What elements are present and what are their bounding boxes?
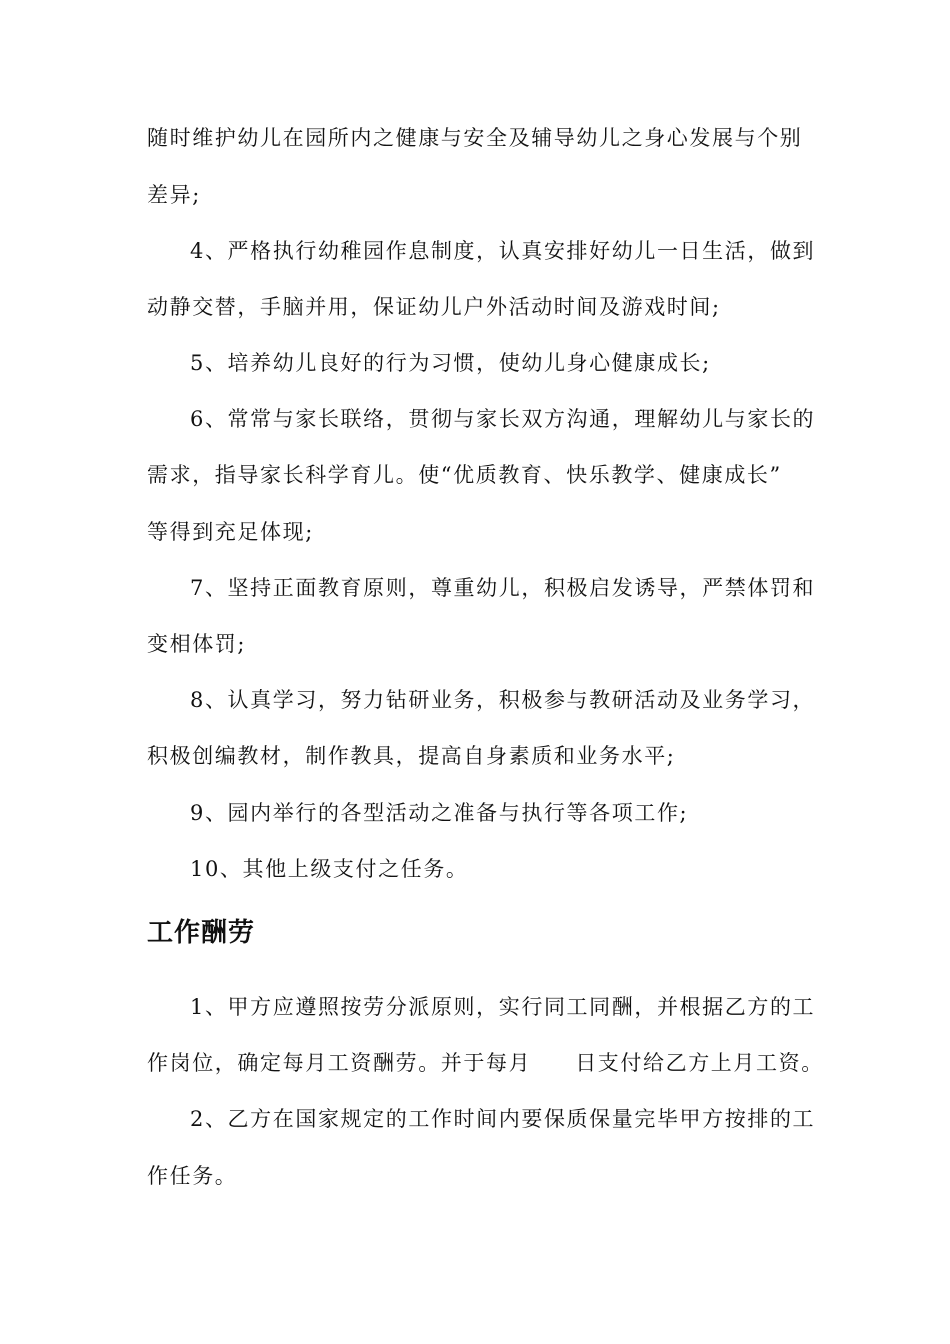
duty-5-line-1: 5、培养幼儿良好的行为习惯，使幼儿身心健康成长; [190,351,711,375]
duty-7-line-2: 变相体罚; [147,632,247,656]
duty-4-line-2: 动静交替，手脑并用，保证幼儿户外活动时间及游戏时间; [147,295,721,319]
pay-1-line-2 [147,1048,824,1078]
duty-7-line-1: 7、坚持正面教育原则，尊重幼儿，积极启发诱导，严禁体罚和 [190,576,816,600]
duty-10-line-1: 10、其他上级支付之任务。 [190,857,469,881]
duty-8-line-2: 积极创编教材，制作教具，提高自身素质和业务水平; [147,744,676,768]
duty-6-line-3: 等得到充足体现; [147,520,314,544]
duty-4-line-1: 4、严格执行幼稚园作息制度，认真安排好幼儿一日生活，做到 [190,239,816,263]
duty-3-line-2: 差异; [147,183,201,207]
duty-8-line-1: 8、认真学习，努力钻研业务，积极参与教研活动及业务学习， [190,688,816,712]
duty-9-line-1: 9、园内举行的各型活动之准备与执行等各项工作; [190,801,689,825]
duty-6-line-2: 需求，指导家长科学育儿。使“优质教育、快乐教学、健康成长” [147,463,782,487]
pay-2-line-2: 作任务。 [147,1164,238,1188]
duty-3-line-1: 随时维护幼儿在园所内之健康与安全及辅导幼儿之身心发展与个别 [147,126,803,150]
pay-1-line-1: 1、甲方应遵照按劳分派原则，实行同工同酬，并根据乙方的工 [190,995,816,1019]
pay-2-line-1: 2、乙方在国家规定的工作时间内要保质保量完毕甲方按排的工 [190,1107,816,1131]
duty-6-line-1: 6、常常与家长联络，贯彻与家长双方沟通，理解幼儿与家长的 [190,407,816,431]
pay-1-line-2-part-b: 日支付给乙方上月工资。 [575,1051,824,1075]
section-title: 工作酬劳 [147,918,256,948]
pay-1-line-2-part-a: 作岗位，确定每月工资酬劳。并于每月 [147,1051,532,1075]
